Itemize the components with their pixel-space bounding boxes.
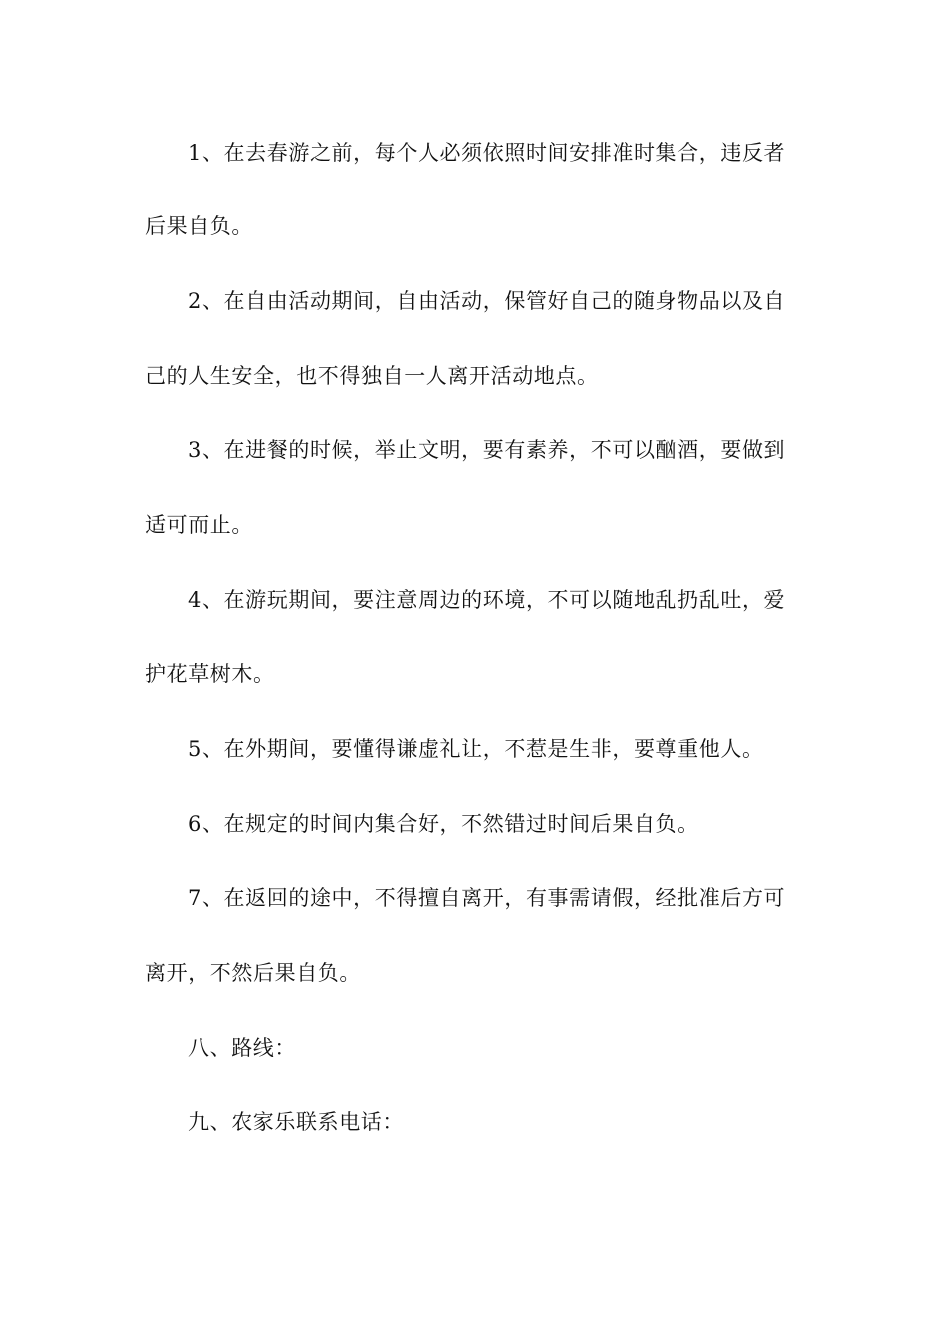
rule-6-line: 6、在规定的时间内集合好，不然错过时间后果自负。 — [188, 812, 699, 836]
rule-2-continuation: 己的人生安全，也不得独自一人离开活动地点。 — [145, 364, 599, 388]
rule-2-first-line: 2、在自由活动期间，自由活动，保管好自己的随身物品以及自 — [188, 289, 786, 313]
rule-3-continuation: 适可而止。 — [145, 513, 253, 537]
rule-1-first-line: 1、在去春游之前，每个人必须依照时间安排准时集合，违反者 — [188, 141, 786, 165]
section-contact-heading: 九、农家乐联系电话： — [188, 1110, 404, 1134]
rule-4-continuation: 护花草树木。 — [145, 662, 275, 686]
rule-1-continuation: 后果自负。 — [145, 214, 253, 238]
rule-3-first-line: 3、在进餐的时候，举止文明，要有素养，不可以酗酒，要做到 — [188, 438, 786, 462]
section-route-heading: 八、路线： — [188, 1036, 296, 1060]
rule-7-continuation: 离开，不然后果自负。 — [145, 961, 361, 985]
rule-7-first-line: 7、在返回的途中，不得擅自离开，有事需请假，经批准后方可 — [188, 886, 786, 910]
rule-4-first-line: 4、在游玩期间，要注意周边的环境，不可以随地乱扔乱吐，爱 — [188, 588, 786, 612]
rule-5-line: 5、在外期间，要懂得谦虚礼让，不惹是生非，要尊重他人。 — [188, 737, 764, 761]
